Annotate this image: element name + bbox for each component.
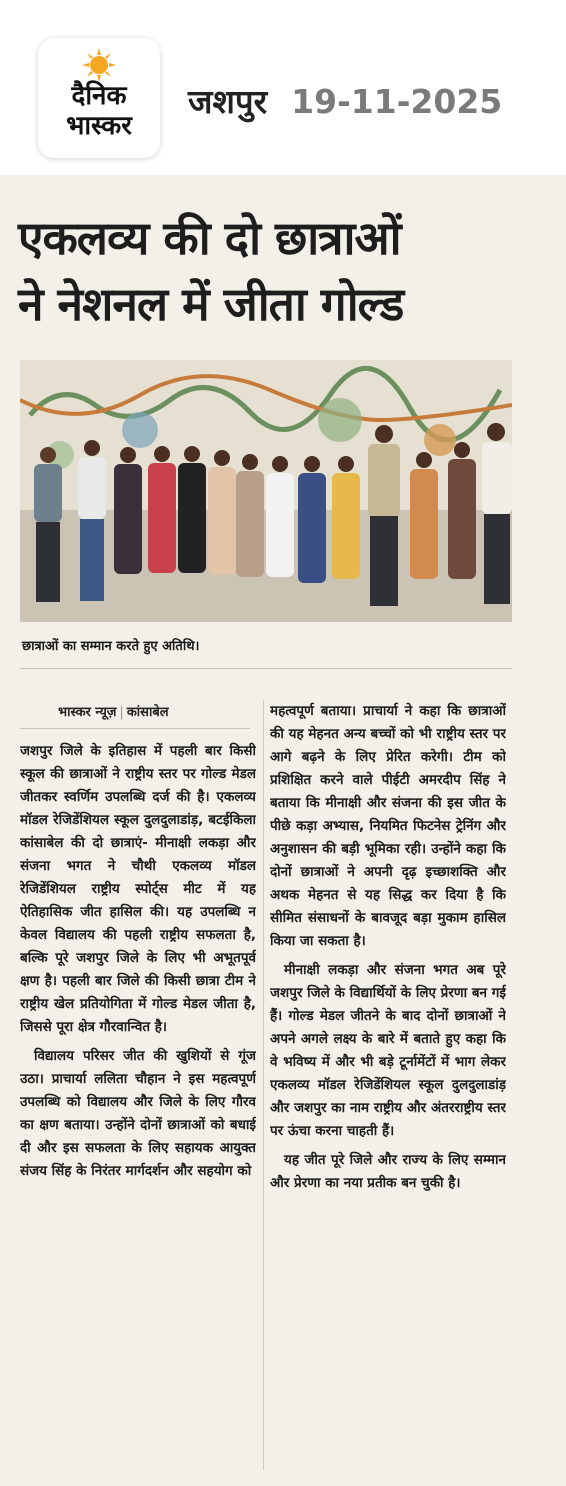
city-name: जशपुर: [188, 82, 268, 121]
headline-line-2: ने नेशनल में जीता गोल्ड: [18, 277, 404, 331]
dainik-bhaskar-logo: [38, 38, 160, 158]
publication-date: 19-11-2025: [291, 82, 503, 121]
byline-separator: |: [119, 705, 124, 720]
caption-divider: [20, 668, 512, 669]
group-photo-illustration: [20, 360, 512, 622]
article-headline: [18, 205, 538, 337]
logo-text-line2: भास्कर: [66, 111, 132, 141]
headline-line-1: एकलव्य की दो छात्राओं: [18, 211, 401, 265]
article-column-right: [270, 700, 506, 1470]
logo-text-line1: दैनिक: [71, 81, 127, 111]
article-paragraph: महत्वपूर्ण बताया। प्राचार्या ने कहा कि छात्राओं की यह मेहनत अन्य बच्चों को भी राष्ट्रीय स्तर पर आगे बढ़ने के लिए प्रेरित करेगी। टीम को प्रशिक्षित करने वाले पीईटी अमरदीप सिंह ने बताया कि मीनाक्षी और संजना की इस जीत के पीछे कड़ा अभ्यास, नियमित फिटनेस ट्रेनिंग और अनुशासन की बड़ी भूमिका रही। उन्होंने कहा कि दोनों छात्राओं ने अपनी दृढ़ इच्छाशक्ति और अथक मेहनत से यह सिद्ध कर दिया है कि सीमित संसाधनों के बावजूद बड़ा मुकाम हासिल किया जा सकता है।: [270, 703, 506, 949]
article-paragraph: विद्यालय परिसर जीत की खुशियों से गूंज उठा। प्राचार्या ललिता चौहान ने इस महत्वपूर्ण उपलब्धि को विद्यालय और जिले के लिए गौरव का क्षण बताया। उन्होंने दोनों छात्राओं को बधाई दी और इस सफलता के लिए सहायक आयुक्त संजय सिंह के निरंतर मार्गदर्शन और सहयोग को: [20, 1048, 256, 1179]
article-paragraph: जशपुर जिले के इतिहास में पहली बार किसी स्कूल की छात्राओं ने राष्ट्रीय स्तर पर गोल्ड मेडल जीतकर स्वर्णिम उपलब्धि दर्ज की है। एकलव्य मॉडल रेजिडेंशियल स्कूल दुलदुलाडांड़, बटईकिला कांसाबेल की दो छात्राएं- मीनाक्षी लकड़ा और संजना भगत ने चौथी एकलव्य मॉडल रेजिडेंशियल राष्ट्रीय स्पोर्ट्स मीट में यह ऐतिहासिक जीत हासिल की। यह उपलब्धि न केवल विद्यालय की पहली राष्ट्रीय सफलता है, बल्कि पूरे जशपुर जिले के लिए भी अभूतपूर्व क्षण है। पहली बार जिले की किसी छात्रा टीम ने राष्ट्रीय खेल प्रतियोगिता में गोल्ड मेडल जीता है, जिससे पूरा क्षेत्र गौरवान्वित है।: [20, 743, 256, 1035]
sun-icon: [82, 48, 116, 82]
article-paragraph: यह जीत पूरे जिले और राज्य के लिए सम्मान और प्रेरणा का नया प्रतीक बन चुकी है।: [270, 1152, 506, 1191]
article-column-left: [20, 740, 256, 1470]
byline: [58, 702, 258, 720]
byline-place: कांसाबेल: [126, 705, 169, 720]
header-bar: [0, 0, 566, 175]
photo-caption: छात्राओं का सम्मान करते हुए अतिथि।: [22, 639, 200, 654]
byline-source: भास्कर न्यूज़: [58, 705, 117, 720]
group-photo: [20, 360, 512, 622]
dateline: [188, 82, 502, 122]
article-paragraph: मीनाक्षी लकड़ा और संजना भगत अब पूरे जशपुर जिले के विद्यार्थियों के लिए प्रेरणा बन गई हैं। गोल्ड मेडल जीतने के बाद दोनों छात्राओं ने अपने अगले लक्ष्य के बारे में बताते हुए कहा कि वे भविष्य में और भी बड़े टूर्नामेंटों में भाग लेकर एकलव्य मॉडल रेजिडेंशियल स्कूल दुलदुलाडांड़ और जशपुर का नाम राष्ट्रीय और अंतरराष्ट्रीय स्तर पर ऊंचा करना चाहती हैं।: [270, 962, 506, 1139]
byline-divider: [20, 728, 250, 729]
column-divider: [263, 700, 264, 1470]
